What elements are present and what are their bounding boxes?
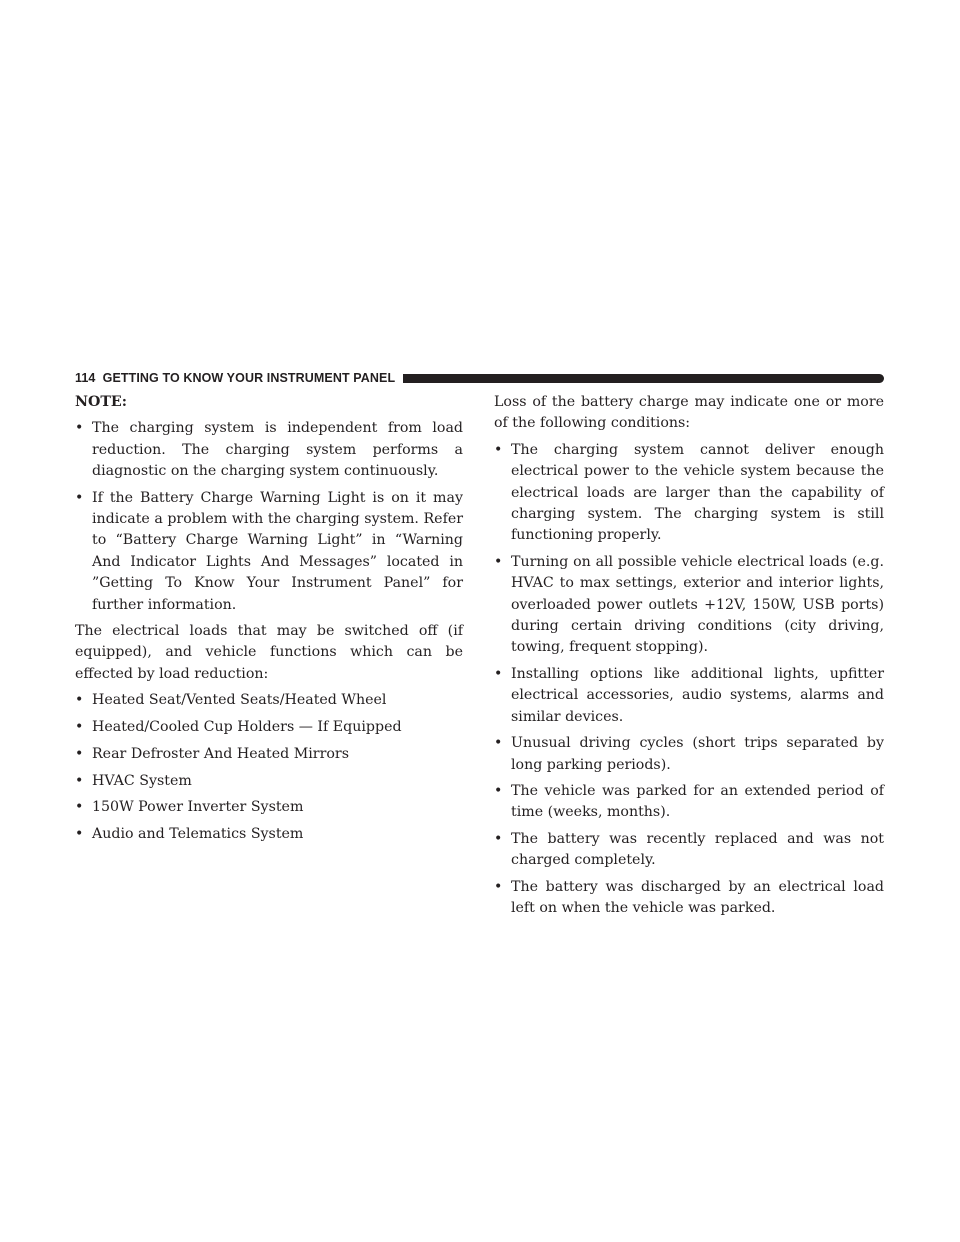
list-item-text: The battery was recently replaced and was not charged completely. (511, 830, 884, 869)
list-item-text: The battery was discharged by an electrical load left on when the vehicle was parked. (511, 878, 884, 916)
bullet-icon: • (75, 420, 84, 437)
list-item (494, 552, 884, 659)
bullet-icon: • (75, 826, 84, 843)
bullet-icon: • (75, 772, 84, 789)
list-item-text: Unusual driving cycles (short trips separated by long parking periods). (511, 735, 884, 773)
list-item (494, 781, 884, 824)
bullet-icon: • (494, 441, 503, 458)
header-rule (403, 374, 884, 383)
list-item-text: If the Battery Charge Warning Light is on it may indicate a problem with the charging system. Refer to “Battery Charge Warning Light” in “Warning And Indicator Lights And Messages” located in ”Getting To Know Your Instrument Panel” for further information. (92, 489, 463, 613)
list-item-text: Installing options like additional lights, upfitter electrical accessories, audio systems, alarms and similar devices. (511, 665, 884, 725)
bullet-icon: • (75, 489, 84, 506)
header-label (75, 371, 403, 385)
list-item (75, 690, 463, 711)
bullet-icon: • (75, 692, 84, 709)
list-item (75, 488, 463, 616)
note-bullet-list (75, 418, 463, 616)
right-column (494, 392, 884, 924)
list-item (494, 664, 884, 728)
list-item-text: HVAC System (92, 772, 192, 789)
list-item-text: Turning on all possible vehicle electrical loads (e.g. HVAC to max settings, exterior and interior lights, overloaded power outlets +12V, 150W, USB ports) during certain driving conditions (city driving, towing, frequent stopping). (511, 553, 884, 656)
left-column (75, 392, 463, 851)
list-item-text: Audio and Telematics System (92, 826, 304, 843)
list-item (494, 877, 884, 920)
bullet-icon: • (494, 830, 503, 847)
page-number: 114 (75, 371, 96, 385)
bullet-icon: • (494, 553, 503, 570)
bullet-icon: • (75, 799, 84, 816)
page-header (75, 371, 884, 385)
load-reduction-paragraph: The electrical loads that may be switched off (if equipped), and vehicle functions which can be effected by load reduction: (75, 623, 463, 682)
list-item (75, 771, 463, 792)
list-item-text: The charging system cannot deliver enough electrical power to the vehicle system because the electrical loads are larger than the capability of charging system. The charging system is still functioning properly. (511, 441, 884, 544)
list-item (75, 824, 463, 845)
load-bullet-list (75, 690, 463, 845)
list-item-text: 150W Power Inverter System (92, 799, 304, 816)
note-heading: NOTE: (75, 394, 127, 410)
bullet-icon: • (494, 665, 503, 682)
list-item (494, 829, 884, 872)
list-item (75, 717, 463, 738)
bullet-icon: • (75, 719, 84, 736)
condition-bullet-list (494, 440, 884, 920)
bullet-icon: • (75, 745, 84, 762)
list-item-text: Rear Defroster And Heated Mirrors (92, 745, 349, 762)
list-item-text: Heated/Cooled Cup Holders — If Equipped (92, 719, 402, 736)
section-title: GETTING TO KNOW YOUR INSTRUMENT PANEL (102, 371, 396, 385)
list-item-text: The charging system is independent from load reduction. The charging system performs a diagnostic on the charging system continuously. (92, 420, 463, 480)
battery-loss-paragraph: Loss of the battery charge may indicate one or more of the following conditions: (494, 394, 884, 432)
bullet-icon: • (494, 878, 503, 895)
list-item (75, 744, 463, 765)
list-item (75, 797, 463, 818)
list-item-text: The vehicle was parked for an extended period of time (weeks, months). (511, 782, 884, 821)
bullet-icon: • (494, 735, 503, 752)
list-item (494, 733, 884, 776)
list-item-text: Heated Seat/Vented Seats/Heated Wheel (92, 692, 387, 709)
bullet-icon: • (494, 782, 503, 799)
list-item (75, 418, 463, 482)
list-item (494, 440, 884, 547)
